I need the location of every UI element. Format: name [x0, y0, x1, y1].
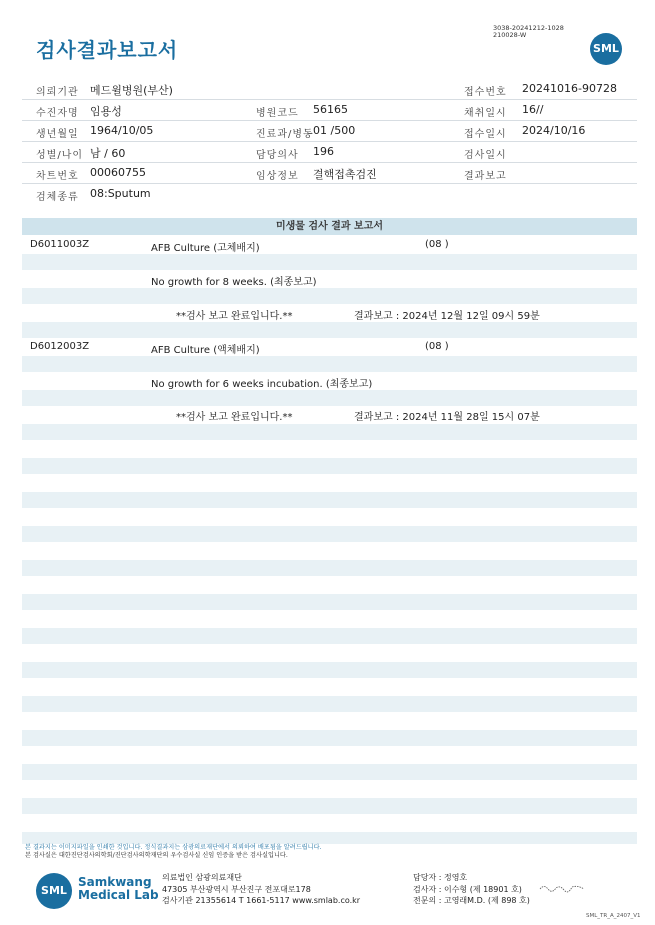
test-code: D6012003Z [30, 341, 90, 352]
label-result-report: 결과보고 [464, 171, 507, 182]
value-clinical-info: 결핵접촉검진 [313, 168, 377, 181]
label-chart-no: 차트번호 [36, 171, 79, 182]
report-datetime: 결과보고 : 2024년 11월 28일 15시 07분 [354, 412, 540, 423]
section-title: 미생물 검사 결과 보고서 [22, 218, 637, 235]
info-row-4 [22, 142, 637, 163]
footer-staff-manager: 담당자 : 정영호 [413, 873, 468, 882]
specimen-code: (08 ) [425, 341, 449, 352]
footer-contact: 검사기관 21355614 T 1661-5117 www.smlab.co.kr [162, 896, 361, 905]
signature-mark [538, 883, 586, 893]
label-sex-age: 성별/나이 [36, 150, 84, 161]
label-requesting-org: 의뢰기관 [36, 87, 79, 98]
stripe [22, 390, 637, 406]
stripe [22, 492, 637, 508]
info-row-6 [22, 184, 637, 204]
label-clinical-info: 임상정보 [256, 171, 299, 182]
label-patient-name: 수진자명 [36, 108, 79, 119]
footer-sml-logo: SML [36, 873, 72, 909]
value-requesting-org: 메드윌병원(부산) [90, 84, 173, 97]
value-department: 01 /500 [313, 124, 356, 137]
specimen-code: (08 ) [425, 239, 449, 250]
document-id: 3038-20241212-1028 210028-W [493, 24, 564, 39]
report-complete-note: **검사 보고 완료입니다.** [176, 311, 293, 322]
report-datetime: 결과보고 : 2024년 12월 12일 09시 59분 [354, 311, 540, 322]
stripe [22, 730, 637, 746]
report-complete-note: **검사 보고 완료입니다.** [176, 412, 293, 423]
value-receipt-no: 20241016-90728 [522, 82, 617, 95]
test-finding: No growth for 6 weeks incubation. (최종보고) [151, 379, 373, 390]
stripe [22, 764, 637, 780]
footer-org: 의료법인 삼광의료재단 [162, 873, 242, 882]
label-specimen-type: 검체종류 [36, 192, 79, 203]
page-title: 검사결과보고서 [36, 38, 179, 62]
stripe [22, 288, 637, 304]
stripe [22, 594, 637, 610]
info-row-1 [22, 79, 637, 100]
footer-brand-name: Samkwang Medical Lab [78, 875, 159, 902]
info-row-5 [22, 163, 637, 184]
stripe [22, 798, 637, 814]
info-row-2 [22, 100, 637, 121]
label-department: 진료과/병동 [256, 129, 314, 140]
info-row-3 [22, 121, 637, 142]
label-receipt-no: 접수번호 [464, 87, 507, 98]
label-test-date: 검사일시 [464, 150, 507, 161]
footnote-image-notice: 본 결과지는 이미지파일을 인쇄한 것입니다. 정식결과지는 삼광의료재단에서 의뢰하여 배포됨을 알려드립니다. [25, 844, 322, 851]
stripe [22, 322, 637, 338]
sml-logo: SML [590, 33, 622, 65]
footer-staff-specialist: 전문의 : 고영래M.D. (제 898 호) [413, 896, 530, 905]
value-sex-age: 남 / 60 [90, 147, 126, 160]
form-code: SML_TR_A_2407_V1 [586, 913, 641, 919]
test-finding: No growth for 8 weeks. (최종보고) [151, 277, 317, 288]
value-receipt-date: 2024/10/16 [522, 124, 586, 137]
stripe [22, 560, 637, 576]
label-hospital-code: 병원코드 [256, 108, 299, 119]
stripe [22, 356, 637, 372]
value-chart-no: 00060755 [90, 166, 146, 179]
label-birthdate: 생년월일 [36, 129, 79, 140]
label-doctor: 담당의사 [256, 150, 299, 161]
stripe [22, 696, 637, 712]
value-doctor: 196 [313, 145, 334, 158]
value-birthdate: 1964/10/05 [90, 124, 154, 137]
test-name: AFB Culture (고체배지) [151, 243, 260, 254]
stripe [22, 628, 637, 644]
footer-address: 47305 부산광역시 부산진구 전포대로178 [162, 885, 311, 894]
value-collection-date: 16// [522, 103, 544, 116]
value-hospital-code: 56165 [313, 103, 348, 116]
test-code: D6011003Z [30, 239, 90, 250]
value-patient-name: 임용성 [90, 105, 122, 118]
label-receipt-date: 접수일시 [464, 129, 507, 140]
footnote-accreditation: 본 검사실은 대한진단검사의학회/진단검사의학재단의 우수검사실 신임 인증을 받은 검사실입니다. [25, 852, 288, 859]
value-specimen-type: 08:Sputum [90, 187, 151, 200]
label-collection-date: 채취일시 [464, 108, 507, 119]
footer-staff-tester: 검사자 : 이수형 (제 18901 호) [413, 885, 522, 894]
stripe [22, 254, 637, 270]
stripe [22, 458, 637, 474]
stripe [22, 424, 637, 440]
stripe [22, 662, 637, 678]
test-name: AFB Culture (액체배지) [151, 345, 260, 356]
stripe [22, 526, 637, 542]
